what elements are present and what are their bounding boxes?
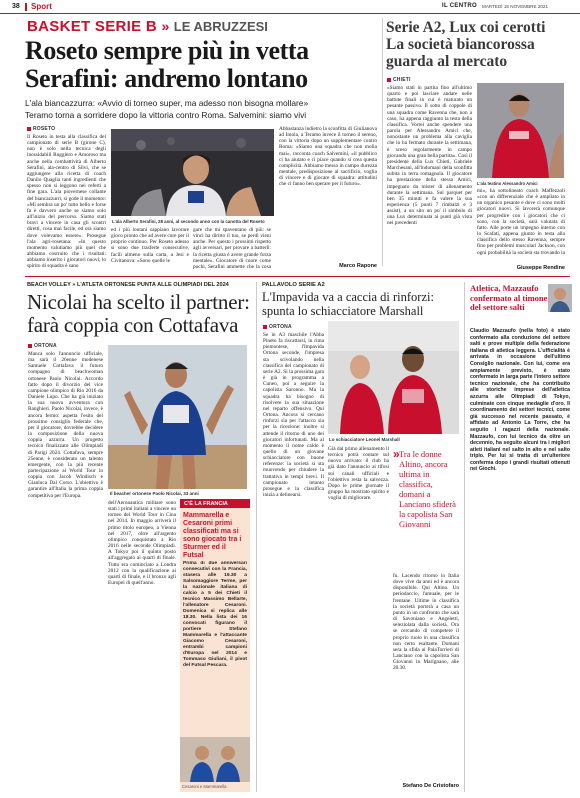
volleyball-photo [328, 321, 459, 434]
francia-title-text: C'È LA FRANCIA [184, 500, 228, 507]
francia-box-photo [180, 737, 250, 782]
side-location: CHIETI [387, 77, 411, 83]
issue-date: MARTEDÌ 16 NOVEMBRE 2021 [482, 4, 549, 9]
headline-line-2: Serafini: andremo lontano [25, 64, 308, 93]
side-photo-caption: L'ala teatino Alessandro Amici [477, 181, 538, 186]
side-photo [477, 83, 564, 178]
mazzaufo-photo [548, 284, 572, 312]
main-photo [111, 129, 274, 216]
nicolai-photo-caption: Il beacher ortonese Paolo Nicolai, 33 anni [110, 491, 199, 496]
column-headline: Atletica, Mazzaufo confermato al timone del settore salti [470, 283, 548, 312]
side-signature: Giuseppe Rendine [516, 265, 565, 271]
side-col-2: mi», ha sottolineato coach Maffezzoli «con un differenziale che è ampliato in un organico pesante e dove ci sono molti giocatori nuovi. Si lavorerà comunque per progredire con i giocatori che ci sono, con la società, sarà valutata di fatto. Alle porte un impegno interno con lo Scafati, appena giunto in testa alla classifica dello stesso Ravenna, sempre fino per problemi muscolari Jackson, con ogni probabilità la società sta trovando la [477, 188, 565, 255]
marshall-headline-2: spunta lo schiacciatore Marshall [262, 304, 424, 318]
kicker-separator: » [161, 18, 170, 34]
pull-quote-text: Tra le donne Altino, ancora ultima in classifica, domani a Lanciano sfiderà la capolista San Giovanni [399, 449, 456, 529]
marshall-signature: Stefano De Cristofaro [402, 783, 459, 789]
main-headline [25, 37, 385, 93]
page-number: 38 [12, 3, 20, 10]
section-name: Sport [31, 2, 52, 11]
main-col-2: ed i più lontani sappiano lavorare gioco pronto che ad avere cure per il proprio continuo. Per Roseto adesso si sono due trasferte consecutive, facili almeno sulla carta, a Jesi e Civitanova: «Sono quelle le [111, 227, 189, 264]
marshall-col-2: Già dal primo allenamento il tecnico potrà contare sul nuovo arrivato: il club ha già dato l'annuncio ai tifosi sui canali ufficiali e l'obiettivo resta la salvezza. Dopo le prime giornate il gruppo ha mostrato spirito e voglia di migliorare. [328, 446, 389, 502]
pull-quote-chevron: » [393, 447, 400, 461]
nicolai-photo [108, 345, 247, 489]
section-bar [25, 3, 27, 11]
marshall-photo [328, 321, 459, 434]
marshall-col-1: Se in A3 maschile l'Abba Pineto fa riscattarsi, in rima piemontese, l'Impavida Ortona seconde, l'impresa sta scivolando nella classifica del campionato di serie A2. Si la prossima gara è già in programma a Cuneo, poi a seguire la capolista Saronno. Ma la squadra ha bisogno di risolvere la sua situazione nel reparto offensivo. Qui Ortona. Ancora si cercano rinforzi sia per l'attacco sia per la ricezione: inoltre si attende il ritorno di uno dei giocatori infortunati. Ma al momento il nome caldo è quello di un giovane schiacciatore con buone referenze: la società si sta muovendo per chiudere la trattativa in tempi brevi. Il campionato intanto prosegue e la classifica inizia a delinearsi. [263, 332, 324, 499]
nicolai-location: ORTONA [28, 343, 57, 349]
marshall-photo-caption: Lo schiacciatore Leonel Marshall [329, 437, 400, 442]
side-headline: Serie A2, Lux coi cerotti La società biancorossa guarda al mercato [386, 19, 546, 70]
francia-box-headline: Mammarella e Cesaroni primi classificati ma si sono giocato tra i Sturmer ed il Futsal [183, 512, 242, 559]
marshall-col-3: fu. Lacendo ritorno in Italia dove vive da anni ed è ancora disponibile. Qui Altino. Un periodaccio, l'amuale, per le frentane. Ultime in classifica la società porterà a casa un punto in un confronto che sarà di Savoniano e Angeletti, seleziolata dalla società. Ora se cercando di competere il proprio ruolo in una classifica non certo esaltante. Domani sera la sfida al PalaTorrieri di Lanciano con la capolista San Giovanni in Marignano, alle 20.30. [393, 573, 459, 672]
subhead-line-2: Teramo torna a sorridere dopo la vittoria contro Roma. Salvemini: siamo vivi [25, 110, 307, 120]
pull-quote [393, 448, 459, 568]
kicker-bold: BASKET SERIE B [27, 18, 158, 35]
marshall-headline-1: L'Impavida va a caccia di rinforzi: [262, 290, 434, 304]
page-header [0, 0, 580, 14]
nicolai-headline-1: Nicolai ha scelto il partner: [27, 290, 250, 314]
main-col-1: Il Roseto in testa alla classifica del campionato di serie B (girone C), non è solo nella tecnica degli inossidabili Ruggiero e Amoroso ma anche nella combattività di Alberto Serafini, ala-centro di Silvi, che se aggiungere alla ricetta di coach Danilo Quaglia tanti ingredienti che spesso non si leggono nei referti a fine gara. L'ala piovernese collante del biancazzurri, si gode il momento: «Mi sembra un po' tutto bello e forse fa è davvero anche se siamo solo all'inizio del percorso. Siamo stati bravi a vincere in casa gli scontri diretti, cosa mai facile, ed ora siamo dove volevamo essere». Prosegue l'ala agri-rosetana: «In questo momento valutiamo più quel che abbiamo costruito che i risultati: abbiamo inserito i giocatori nuovi, lo spirito di squadra è sano [27, 134, 106, 270]
main-signature: Marco Rapone [339, 263, 377, 269]
headline-line-1: Roseto sempre più in vetta [25, 36, 309, 65]
brand-name: IL CENTRO [442, 3, 477, 9]
player-photo [111, 129, 274, 216]
nicolai-kicker: BEACH VOLLEY » L'ATLETA ORTONESE PUNTA ALLE OLIMPIADI DEL 2024 [27, 282, 229, 288]
column-body: Claudio Mazzaufo (nella foto) è stato confermato alla conduzione del settore salti e prove multiple della federazione italiana di atletica leggera. L'ufficialità è arrivata in occasione dell'ultimo Consiglio nazionale. Con lui, come era ampiamente previsto, è stato confermato in larga parte l'intero settore tecnico nazionale, che ha contribuito alle storiche imprese dell'atletica azzurra alle Olimpiadi di Tokyo, culminate con cinque medaglie d'oro. Il coordinamento dei settori tecnici, come già successo nel recente passato, è affidato ad Antonio La Torre, che ha seguito i ragazzi della nazionale. Mazzaufo, con lui tecnico da oltre un decennio, ha seguito alcuni tra i migliori atleti italiani nel salto in alto e nel salto triplo. Per lui si tratta di un'ulteriore conferma dopo i grandi risultati ottenuti nei Giochi. [470, 328, 570, 473]
francia-box-title [180, 499, 250, 508]
main-col-3: gare che mi spaventano di più: se vinci ha diritto il tuo, se perdi vieni anche. Per questo i prossimi rispetto agli avversari, per provare a batterli: la ricetta giusta è avere grande forza mentale». Giocatore di cuore come pochi, Serafini ammette che la cosa [193, 227, 271, 270]
side-col-1: «Siamo stati in partita fino all'ultimo quarto e poi lasciare andare nelle battute finali in cui è maturato un pesante passivo. Il sotto di coppole di una squadra come Ravenna che, non a caso, ha appena raggiunto la testa della classifica. Vorrei anche spendere una parola per Alessandro Amici che, nonostante un problema alla caviglia che lo ha fermato durante la settimana, è sceso regolarmente in campo giocando una gran bella partita». Così il presidente della Lux Chieti, Gabriele Marchesani, all'indomani della sconfitta subita in terra romagnola. Il giocatore ha prestazione della stessa Amici, impegnato da mister di allenamento durante la settimana. Sul parquet per ben 35 minuti e fa valere la sua esperienza (5 punti 7 rimbalzi e 3 assist), a un sito un po' il simbolo di una Lux determinata ai punti già vista nei precedenti [387, 85, 472, 227]
main-location: ROSETO [27, 126, 55, 132]
beach-volley-photo [108, 345, 247, 489]
nicolai-headline-2: farà coppia con Cottafava [27, 313, 239, 337]
mid-divider [25, 276, 570, 277]
main-photo-caption: L'ala Alberto Serafini, 28 anni, al secondo anno con la canotta del Roseto [112, 219, 265, 224]
marshall-location: ORTONA [263, 324, 292, 330]
main-col-4: Abbastanza indietro la sconfitta di Giulianova ad Imola, a Teramo invece il torneo il sereno, con la vittoria dopo un supplementare contro Roma: «Siamo una squadra che non molla mai», racconta coach Salvemini, «il pubblico ci ha aiutato e ci piace quando si crea questa complicità. Abbiamo messo in campo durezza mentale, predisposizione al sacrificio, voglia di vincere e di giocare di squadra: attitudini che ci fanno ben sperare per il futuro». [279, 126, 377, 188]
column-photo [548, 284, 572, 312]
column-divider [464, 282, 465, 792]
marshall-headline [262, 290, 462, 318]
nicolai-col-2: dell'Aeronautica militare sono stati i primi italiani a vincere un torneo del World Tour in Cina nel 2014. In maggio arriverà il primo titolo europeo, a Vienna nel 2017, oltre all'argento olimpico conquistato a Rio 2016 nelle seconde Olimpiadi. A Tokyo poi il quinto posto all'aggregato ai quarti di finale. Tutto era cominciato a Londra 2012 con la qualificazione ai quarti di finale, e il bronzo agli Europei di quell'anno. [108, 500, 176, 587]
francia-box [180, 499, 250, 792]
subhead-line-1: L'ala biancazzurra: «Avvio di torneo super, ma adesso non bisogna mollare» [25, 98, 309, 108]
column-box [468, 282, 572, 792]
marshall-kicker: PALLAVOLO SERIE A2 [262, 282, 325, 288]
main-kicker [27, 18, 387, 36]
side-divider [382, 18, 383, 266]
kicker-light: LE ABRUZZESI [173, 19, 268, 34]
francia-box-caption: Cesaroni e Mammarella [182, 784, 227, 789]
nicolai-col-1: Manca solo l'annuncio ufficiale, ma sarà il 26enne modenese Samuele Cottafava il futuro compagno di beachwoman ortonese Paolo Nicolai. Accordo fatto dopo il divorzio del vice campione olimpico di Rio 2016 da Daniele Lupo. Che ha già iniziato la sua nuova avventura con Ranghieri. Paolo Nicolai, invece, è ancora fermo: aspetta l'esito del prossimo consiglio federale che, per il giocatore, dovrebbe decidere la composizione della nuova coppia azzurra. Un progetto tecnico finalizzato alle Olimpiadi di Parigi 2024. Cottafava, sempre 25enne, è considerato un talento emergente, con la più recente partecipazione al World Tour in coppia con Jacob Windisch e Gianluca Dal Corso. L'obiettivo è garantire all'Italia la prima coppia competitiva per l'Europa. [28, 351, 103, 499]
francia-box-body: Prima di due anniversari consecutivi con la Francia, stasera alle 19.30 a Salsomaggiore Terme, per la nazionale italiana di calcio a 5 dei Chieti il tecnico Massimo Bellarte, l'allenatore Cesaroni. Domenica si replica alle 18.30. Nella lista dei 16 convocati figurano il portiere Stefano Mammarella e l'attaccante Giacomo Cesaroni, entrambi campioni d'Europa nel 2014 e Tommaso Giuliani, il pivot del Futsal Pescara. [183, 561, 247, 668]
players-photo [180, 737, 250, 782]
marshall-divider [256, 282, 257, 792]
side-player-photo [477, 83, 564, 178]
main-subhead [25, 97, 385, 121]
